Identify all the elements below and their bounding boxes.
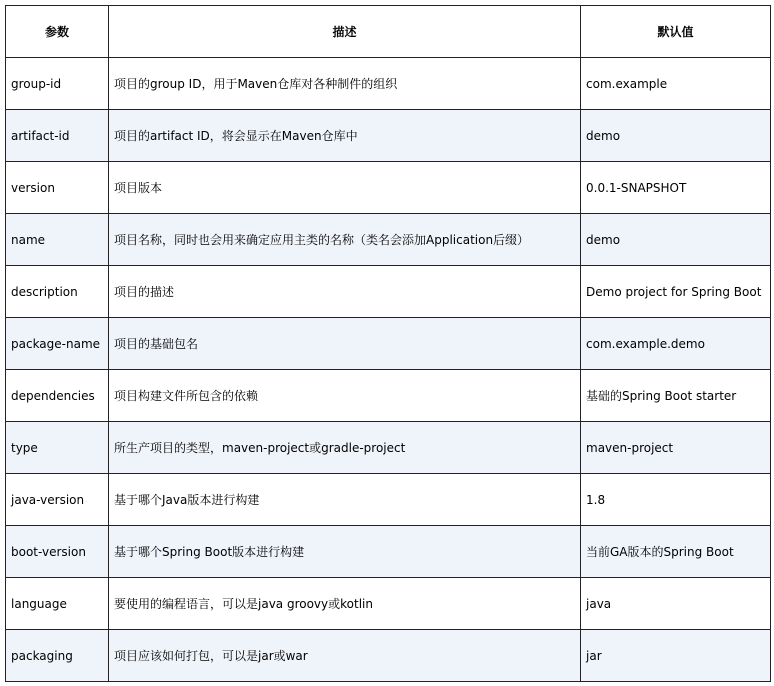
description-cell: 项目的artifact ID，将会显示在Maven仓库中 xyxy=(109,110,581,162)
default-cell: 1.8 xyxy=(581,474,771,526)
param-cell: package-name xyxy=(6,318,109,370)
description-cell: 项目应该如何打包，可以是jar或war xyxy=(109,630,581,682)
table-header-row xyxy=(6,6,771,58)
default-cell: 0.0.1-SNAPSHOT xyxy=(581,162,771,214)
table-row xyxy=(6,214,771,266)
param-cell: group-id xyxy=(6,58,109,110)
table-row xyxy=(6,422,771,474)
header-param: 参数 xyxy=(6,6,109,58)
param-cell: boot-version xyxy=(6,526,109,578)
description-cell: 所生产项目的类型，maven-project或gradle-project xyxy=(109,422,581,474)
param-cell: dependencies xyxy=(6,370,109,422)
default-cell: Demo project for Spring Boot xyxy=(581,266,771,318)
param-cell: type xyxy=(6,422,109,474)
default-cell: com.example.demo xyxy=(581,318,771,370)
table-row xyxy=(6,162,771,214)
table-row xyxy=(6,266,771,318)
description-cell: 基于哪个Spring Boot版本进行构建 xyxy=(109,526,581,578)
table-row xyxy=(6,526,771,578)
default-cell: jar xyxy=(581,630,771,682)
description-cell: 项目的group ID，用于Maven仓库对各种制件的组织 xyxy=(109,58,581,110)
default-cell: demo xyxy=(581,110,771,162)
header-description: 描述 xyxy=(109,6,581,58)
header-default: 默认值 xyxy=(581,6,771,58)
default-cell: com.example xyxy=(581,58,771,110)
table-row xyxy=(6,474,771,526)
table-row xyxy=(6,110,771,162)
description-cell: 项目名称，同时也会用来确定应用主类的名称（类名会添加Application后缀） xyxy=(109,214,581,266)
param-cell: java-version xyxy=(6,474,109,526)
default-cell: demo xyxy=(581,214,771,266)
description-cell: 基于哪个Java版本进行构建 xyxy=(109,474,581,526)
default-cell: 基础的Spring Boot starter xyxy=(581,370,771,422)
table-row xyxy=(6,630,771,682)
parameters-table xyxy=(5,5,771,682)
table-row xyxy=(6,58,771,110)
param-cell: name xyxy=(6,214,109,266)
description-cell: 项目的描述 xyxy=(109,266,581,318)
param-cell: version xyxy=(6,162,109,214)
table-row xyxy=(6,318,771,370)
param-cell: description xyxy=(6,266,109,318)
param-cell: language xyxy=(6,578,109,630)
description-cell: 项目版本 xyxy=(109,162,581,214)
default-cell: 当前GA版本的Spring Boot xyxy=(581,526,771,578)
table-row xyxy=(6,370,771,422)
description-cell: 项目的基础包名 xyxy=(109,318,581,370)
table-row xyxy=(6,578,771,630)
default-cell: maven-project xyxy=(581,422,771,474)
description-cell: 要使用的编程语言，可以是java groovy或kotlin xyxy=(109,578,581,630)
param-cell: packaging xyxy=(6,630,109,682)
default-cell: java xyxy=(581,578,771,630)
param-cell: artifact-id xyxy=(6,110,109,162)
description-cell: 项目构建文件所包含的依赖 xyxy=(109,370,581,422)
